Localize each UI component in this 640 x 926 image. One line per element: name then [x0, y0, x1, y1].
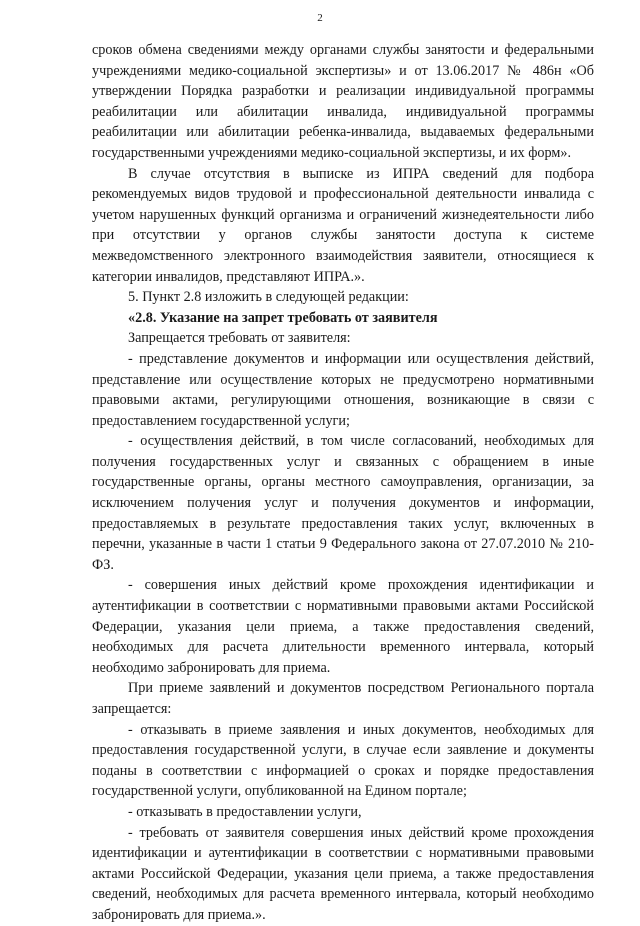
- list-item: - осуществления действий, в том числе согласований, необходимых для получения государственных услуг и связанных с обращением в иные государственные органы, органы местного самоуправления, организации, за исключением получения услуг и получения документов и информации, предоставляемых в результате предоставления таких услуг, включенных в перечни, указанные в части 1 статьи 9 Федерального закона от 27.07.2010 № 210-ФЗ.: [92, 433, 594, 573]
- page-number: 2: [317, 12, 323, 24]
- paragraph: Запрещается требовать от заявителя:: [128, 330, 351, 347]
- list-item: - отказывать в предоставлении услуги,: [128, 803, 362, 820]
- list-item: - совершения иных действий кроме прохождения идентификации и аутентификации в соответствии с нормативными правовыми актами Российской Федерации, указания цели приема, а также предоставления сведений, необходимых для расчета длительности временного интервала, который необходимо забронировать для приема.: [92, 577, 594, 676]
- paragraph: 5. Пункт 2.8 изложить в следующей редакции:: [128, 289, 409, 306]
- document-body: [92, 40, 594, 926]
- list-item: - отказывать в приеме заявления и иных документов, необходимых для предоставления государственной услуги, в случае если заявление и документы поданы в соответствии с информацией о сроках и порядке предоставления государственной услуги, опубликованной на Едином портале;: [92, 721, 594, 800]
- list-item: - требовать от заявителя совершения иных действий кроме прохождения идентификации и аутентификации в соответствии с нормативными правовыми актами Российской Федерации, указания цели приема, а также предоставления сведений, необходимых для расчета временного интервала, который необходимо забронировать для приема.».: [92, 824, 594, 923]
- paragraph: сроков обмена сведениями между органами службы занятости и федеральными учреждениями медико-социальной экспертизы» и от 13.06.2017 № 486н «Об утверждении Порядка разработки и реализации индивидуальной программы реабилитации или абилитации инвалида, индивидуальной программы реабилитации или абилитации ребенка-инвалида, выдаваемых федеральными государственными учреждениями медико-социальной экспертизы, и их форм».: [92, 42, 594, 161]
- paragraph: При приеме заявлений и документов посредством Регионального портала запрещается:: [92, 680, 594, 717]
- paragraph: В случае отсутствия в выписке из ИПРА сведений для подбора рекомендуемых видов трудовой и профессиональной деятельности инвалида с учетом нарушенных функций организма и ограничений жизнедеятельности либо при отсутствии у органов службы занятости доступа к системе межведомственного электронного взаимодействия заявители, относящиеся к категории инвалидов, представляют ИПРА.».: [92, 165, 594, 285]
- section-heading: «2.8. Указание на запрет требовать от заявителя: [128, 309, 438, 326]
- list-item: - представление документов и информации или осуществления действий, представление или осуществление которых не предусмотрено нормативными правовыми актами, регулирующими отношения, возникающие в связи с предоставлением государственной услуги;: [92, 350, 594, 429]
